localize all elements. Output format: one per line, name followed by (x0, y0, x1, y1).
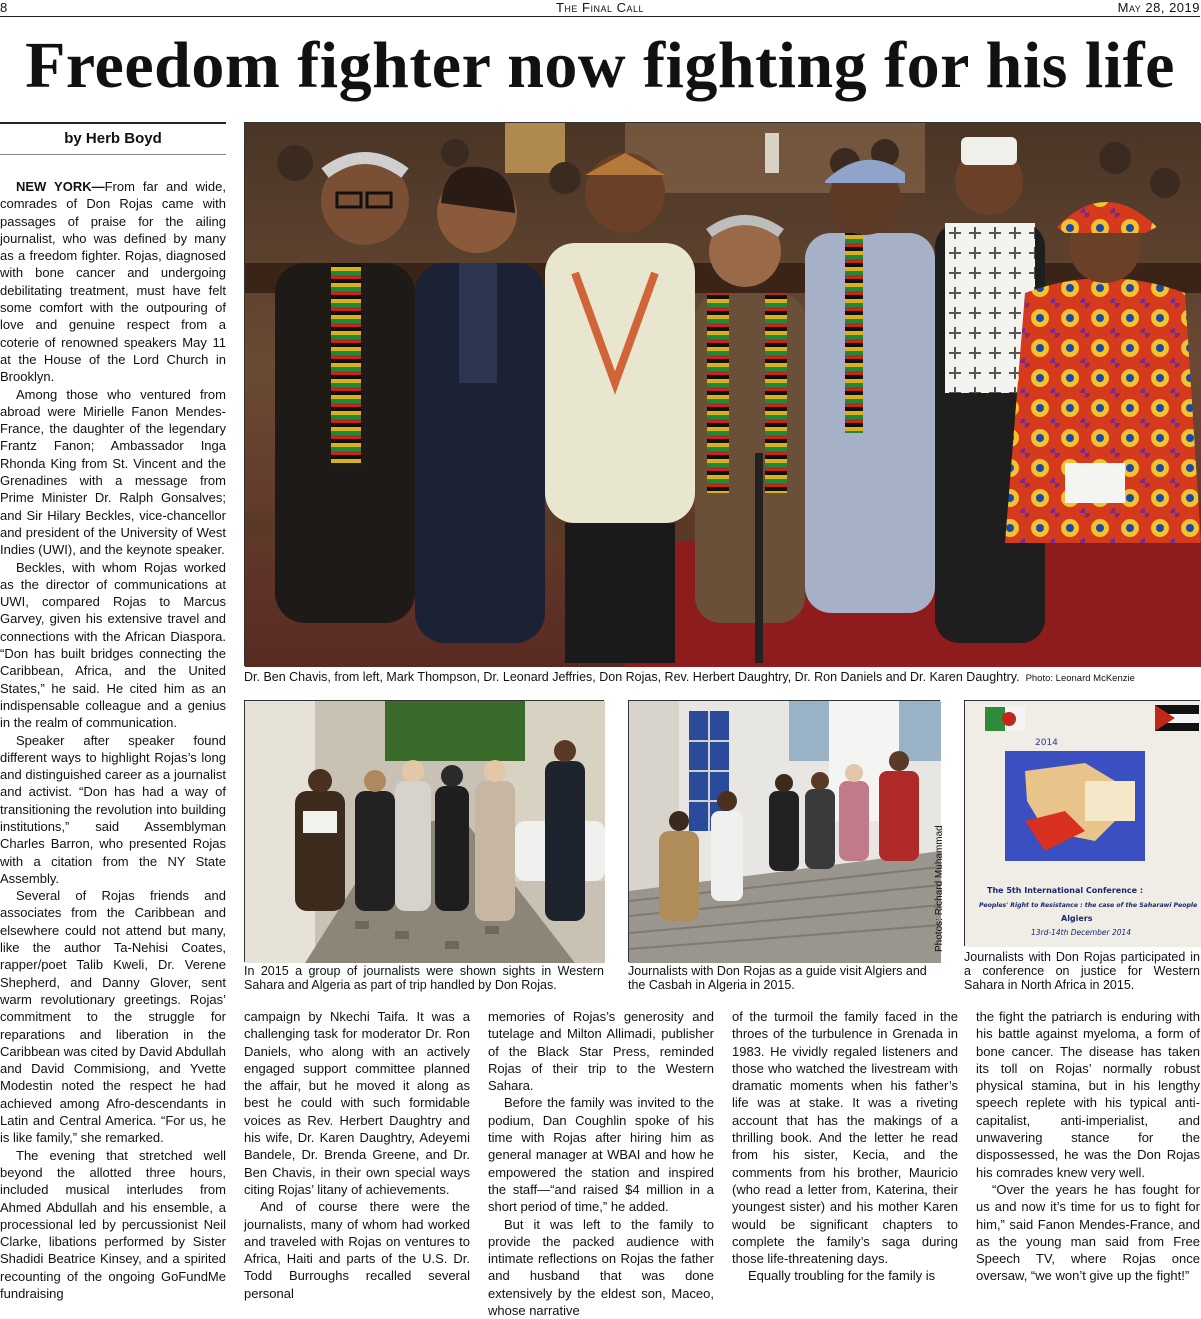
byline: by Herb Boyd (64, 130, 162, 147)
article-column-3 (488, 1008, 714, 1319)
article-column-4 (732, 1008, 958, 1285)
paragraph: And of course there were the journalists, many of whom had worked and traveled with Rojas on ventures to Africa, Haiti and parts of the U.S. Dr. Todd Burroughs recalled several personal (244, 1199, 470, 1301)
byline-rule-bottom (0, 154, 226, 155)
conference-photo-caption: Journalists with Don Rojas participated in a conference on justice for Western Sahara in North Africa in 2015. (964, 950, 1200, 992)
paragraph: Beckles, with whom Rojas worked as the director of communications at UWI, compared Rojas to Marcus Garvey, given his extensive travel and connections with the African Diaspora. “Don has built bridges connecting the Caribbean, Africa, and the United States,” he said. He cited him as an indispensable colleague and a genius in the realm of communication. (0, 559, 226, 731)
poster-title-line2: Peoples' Right to Resistance : the case of the Saharawi People (979, 902, 1198, 909)
paragraph: But it was left to the family to provide the packed audience with intimate reflections on Rojas the father and husband that was done extensively by the eldest son, Maceo, whose narrative (488, 1216, 714, 1319)
conference-photo (964, 700, 1200, 946)
street-photo-illustration (245, 701, 605, 963)
paragraph: Several of Rojas friends and associates from the Caribbean and elsewhere could not attend but many, like the author Ta-Nehisi Coates, rapper/poet Talib Kweli, Dr. Verene Shepherd, and Danny Glover, sent warm revolutionary greetings. Rojas’ commitment to the struggle for reparations and liberation in the Caribbean was cited by David Abdullah and David Commisiong, and Yvette Modestin noted the respect he had achieved among Afro-descendants in Latin and Central America. “For us, he is like family,” she remarked. (0, 888, 226, 1146)
street-photo (244, 700, 604, 962)
paragraph: memories of Rojas’s generosity and tutelage and Milton Allimadi, publisher of the Black Star Press, reminded Rojas of their trip to the Western Sahara. (488, 1009, 714, 1094)
group-photo-illustration (245, 123, 1201, 667)
poster-dates: 13rd-14th December 2014 (1031, 928, 1132, 937)
byline-rule-top (0, 122, 226, 124)
headline: Freedom fighter now fighting for his life (25, 29, 1175, 102)
article-column-2 (244, 1008, 470, 1302)
stairs-photo-caption: Journalists with Don Rojas as a guide visit Algiers and the Casbah in Algeria in 2015. (628, 964, 927, 992)
paragraph: The evening that stretched well beyond the allotted three hours, included musical interludes from Ahmed Abdullah and his ensemble, a processional led by percussionist Neil Clarke, libations performed by Sister Shadidi Beatrice Kinsey, and a spirited recounting of the ongoing GoFundMe fundraising (0, 1147, 226, 1301)
paragraph: From far and wide, comrades of Don Rojas came with passages of praise for the ailing journalist, who was defined by many as a freedom fighter. Rojas, diagnosed with bone cancer and undergoing debilitating treatment, must have felt some comfort with the outpouring of love and genuine respect from a coterie of renowned speakers May 11 at the House of the Lord Church in Brooklyn. (0, 179, 227, 385)
paragraph: Speaker after speaker found different ways to highlight Rojas’s long and distinguished career as a journalist and activist. “Don has had a way of transitioning the revolution into building institutions,” said Assemblyman Charles Barron, who presented Rojas with a citation from the NY State Assembly. (0, 732, 226, 886)
stairs-photo-illustration (629, 701, 941, 963)
vertical-photo-credit: Photos: Richard Muhammad (934, 825, 945, 952)
stairs-photo (628, 700, 940, 962)
poster-title-line1: The 5th International Conference : (987, 886, 1144, 895)
article-column-1 (0, 178, 226, 1302)
main-photo (244, 122, 1200, 666)
issue-date: May 28, 2019 (1117, 0, 1200, 15)
photo-credit: Photo: Leonard McKenzie (1025, 673, 1135, 684)
running-header (0, 0, 1200, 17)
poster-city: Algiers (1061, 914, 1093, 923)
article-column-5 (976, 1008, 1200, 1285)
poster-year: 2014 (1035, 738, 1058, 748)
paragraph: campaign by Nkechi Taifa. It was a challenging task for moderator Dr. Ron Daniels, who along with an actively engaged support committee planned the affair, but he moved it along as best he could with such formidable voices as Rev. Herbert Daughtry and his wife, Dr. Karen Daughtry, Adeyemi Bandele, Dr. Brenda Greene, and Dr. Ben Chavis, in their own special ways citing Rojas’ litany of achievements. (244, 1009, 470, 1197)
street-photo-caption: In 2015 a group of journalists were shown sights in Western Sahara and Algeria as part of trip handled by Don Rojas. (244, 964, 604, 992)
page-number: 8 (0, 0, 8, 15)
paragraph: “Over the years he has fought for us and now it’s time for us to fight for him,” said Fanon Mendes-France, and as the young man said from Free Speech TV, where Rojas once oversaw, “we won’t give up the fight!” (976, 1181, 1200, 1284)
dateline: NEW YORK— (16, 179, 105, 194)
paragraph: Equally troubling for the family is (748, 1268, 936, 1284)
masthead: The Final Call (555, 0, 645, 15)
paragraph: of the turmoil the family faced in the throes of the turbulence in Grenada in 1983. He vividly regaled listeners and those who watched the livestream with dramatic moments when his father’s life was at stake. It was a riveting account that has the makings of a thrilling book. And the letter he read from his sister, Kecia, and the comments from his brother, Mauricio (who read a letter from, Katerina, their youngest sister) and his mother Karen would be significant chapters to complete the family’s saga during those life-threatening days. (732, 1009, 958, 1267)
paragraph: Before the family was invited to the podium, Dan Coughlin spoke of his time with Rojas after hiring him as general manager at WBAI and how he empowered the station and inspired the staff—“and raised $4 million in a short period of time,” he added. (488, 1095, 714, 1215)
main-photo-caption (244, 670, 1200, 686)
caption-text: Dr. Ben Chavis, from left, Mark Thompson, Dr. Leonard Jeffries, Don Rojas, Rev. Herbert Daughtry, Dr. Ron Daniels and Dr. Karen Daughtry. (244, 670, 1020, 684)
paragraph: Among those who ventured from abroad were Mirielle Fanon Mendes-France, the daughter of the legendary Frantz Fanon; Ambassador Inga Rhonda King from St. Vincent and the Grenadines with a message from Prime Minister Dr. Ralph Gonsalves; and Sir Hilary Beckles, vice-chancellor and president of the University of West Indies (UWI), and the keynote speaker. (0, 386, 226, 558)
paragraph: the fight the patriarch is enduring with his battle against myeloma, a form of bone cancer. The disease has taken its toll on Rojas’ normally robust physical stamina, but in his lengthy speech replete with his typical anti-capitalist, anti-imperialist, and unwavering stance for the dispossessed, he was the Don Rojas his comrades knew very well. (976, 1009, 1200, 1180)
conference-poster-illustration (965, 701, 1201, 947)
